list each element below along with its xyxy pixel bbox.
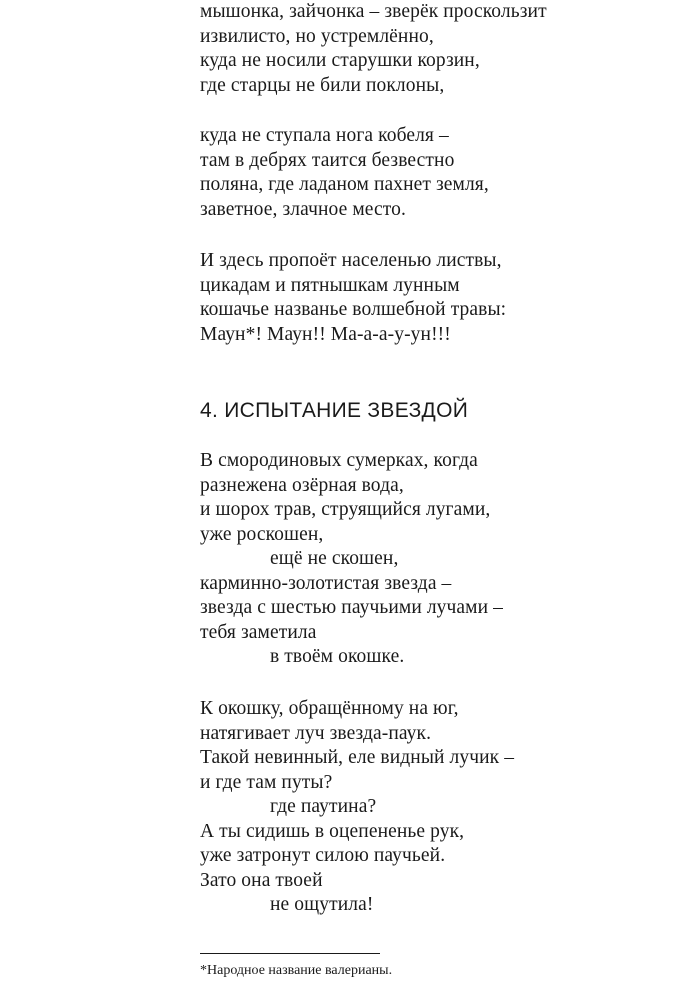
poem-line: и шорох трав, струящийся лугами, xyxy=(200,499,491,520)
poem-line: мышонка, зайчонка – зверёк проскользит xyxy=(200,1,547,22)
poem-line: заветное, злачное место. xyxy=(200,198,406,220)
poem-line: Маун*! Маун!! Ма-а-а-у-ун!!! xyxy=(200,323,451,345)
poem-line: куда не носили старушки корзин, xyxy=(200,50,480,71)
poem-line: не ощутила! xyxy=(270,894,374,915)
poem-line: куда не ступала нога кобеля – xyxy=(200,125,449,146)
poem-line: тебя заметила xyxy=(200,621,317,643)
poem-line: извилисто, но устремлённо, xyxy=(200,25,434,47)
poem-line: В смородиновых сумерках, когда xyxy=(200,450,478,471)
footnote-divider xyxy=(200,953,380,954)
poem-stanza xyxy=(200,449,503,670)
poem-line: цикадам и пятнышкам лунным xyxy=(200,274,460,296)
poem-line: и где там путы? xyxy=(200,771,333,793)
poem-line: ещё не скошен, xyxy=(270,548,399,569)
poem-line: поляна, где ладаном пахнет земля, xyxy=(200,174,489,195)
section-heading: 4. ИСПЫТАНИЕ ЗВЕЗДОЙ xyxy=(200,399,469,422)
footnote: *Народное название валерианы. xyxy=(200,963,393,978)
poem-line: звезда с шестью паучьими лучами – xyxy=(200,597,503,618)
poem-line: И здесь пропоёт населенью листвы, xyxy=(200,250,502,271)
poem-line: там в дебрях таится безвестно xyxy=(200,149,455,171)
poem-line: где старцы не били поклоны, xyxy=(200,74,445,96)
poem-line: карминно-золотистая звезда – xyxy=(200,572,452,594)
poem-line: в твоём окошке. xyxy=(270,646,405,667)
poem-stanza xyxy=(200,249,506,347)
poem-stanza xyxy=(200,697,514,918)
poem-line: К окошку, обращённому на юг, xyxy=(200,698,459,719)
poem-line: натягивает луч звезда-паук. xyxy=(200,722,432,744)
poem-line: разнежена озёрная вода, xyxy=(200,474,404,496)
poem-stanza xyxy=(200,124,489,222)
poem-line: А ты сидишь в оцепененье рук, xyxy=(200,820,465,842)
poem-line: Такой невинный, еле видный лучик – xyxy=(200,747,515,768)
poem-line: кошачье названье волшебной травы: xyxy=(200,299,507,320)
poem-stanza xyxy=(200,0,547,98)
poem-line: Зато она твоей xyxy=(200,869,323,891)
poem-line: уже затронут силою паучьей. xyxy=(200,845,446,866)
poem-line: где паутина? xyxy=(270,796,377,817)
poem-line: уже роскошен, xyxy=(200,523,324,545)
